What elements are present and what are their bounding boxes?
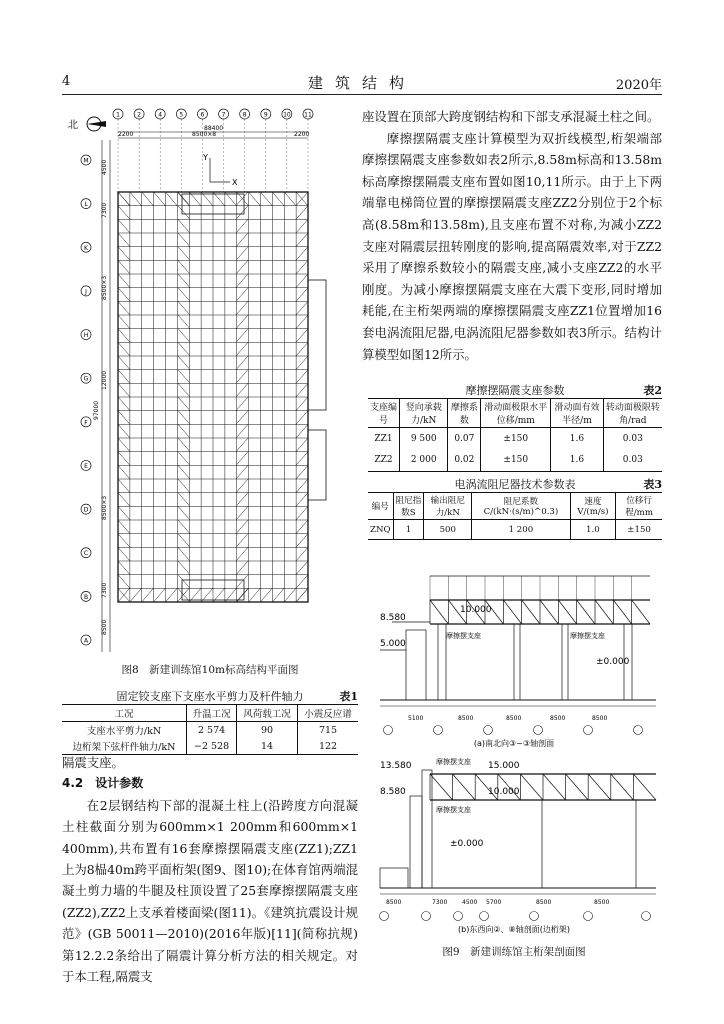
dim-left-2: 7300 [101, 202, 108, 218]
dim-top-left: 2200 [118, 131, 134, 138]
sub-caption-a: (a)南北向③~③轴剖面 [473, 739, 555, 748]
t2-h0: 支座编号 [368, 399, 400, 428]
t3-h5: 位移行程/mm [616, 493, 662, 520]
grid-bubble-b [642, 912, 651, 921]
svg-text:M: M [83, 157, 89, 165]
bearing-label-b1: 摩擦摆支座 [436, 758, 471, 766]
t3-r0-c4: 1.0 [570, 520, 616, 540]
t2-r1-c3: ±150 [481, 450, 551, 472]
t2-r1-c4: 1.6 [551, 450, 603, 472]
dim-top-right: 2200 [294, 131, 310, 138]
t2-r1-c0: ZZ2 [368, 450, 400, 472]
level-a-858: 8.580 [380, 613, 406, 623]
svg-text:9: 9 [263, 111, 268, 119]
table-row [368, 450, 662, 472]
journal-year: 2020年 [615, 78, 662, 93]
t1-r1-c1: −2 528 [187, 738, 237, 755]
t2-r1-c2: 0.02 [448, 450, 481, 472]
dim-left-5: 8500×3 [101, 495, 108, 520]
t2-h3: 滑动面极限水平位移/mm [481, 399, 551, 428]
grid-bubble-b [530, 912, 539, 921]
svg-text:K: K [84, 244, 88, 252]
structural-plan-drawing [62, 100, 358, 660]
grid-bubble-b [422, 912, 431, 921]
dim-a-4: 8500 [592, 715, 608, 722]
grid-bubble-a [534, 726, 543, 735]
grid-bubble-row [81, 199, 91, 209]
dim-left-4: 12000 [101, 370, 108, 390]
table-1-caption: 固定铰支座下支座水平剪力及杆件轴力 [116, 690, 304, 703]
level-b-858: 8.580 [380, 787, 406, 797]
left-cont: 隔震支座。 [62, 755, 124, 770]
page-number: 4 [62, 74, 71, 89]
grid-bubble-row [81, 591, 91, 601]
dim-a-3: 8500 [550, 715, 566, 722]
dim-b-4: 8500 [536, 899, 552, 906]
grid-bubble-row [81, 286, 91, 296]
grid-bubble-b [380, 912, 389, 921]
dim-top-bays: 8500×8 [192, 131, 217, 138]
t1-r0-c3: 715 [298, 722, 358, 739]
t3-h0: 编号 [368, 493, 393, 520]
level-a-10: 10.000 [460, 605, 492, 615]
bearing-label-b2: 摩擦摆支座 [436, 806, 471, 814]
bearing-label-a2: 摩擦摆支座 [570, 632, 605, 640]
table-3-number: 表3 [643, 478, 662, 491]
north-label: 北 [68, 120, 78, 131]
level-b-10: 10.000 [488, 787, 520, 797]
grid-bubble-row [81, 330, 91, 340]
grid-bubble-row [81, 373, 91, 383]
journal-title: 建筑结构 [307, 74, 416, 92]
t3-r0-c0: ZNQ [368, 520, 393, 540]
t3-r0-c3: 1 200 [472, 520, 570, 540]
dim-left-3: 8500×3 [101, 275, 108, 300]
t2-r0-c1: 9 500 [400, 428, 448, 450]
level-a-5: 5.000 [380, 639, 406, 649]
t1-r0-c0: 支座水平剪力/kN [86, 726, 162, 737]
table-row [368, 520, 662, 540]
figure-8-caption: 图8 新建训练馆10m标高结构平面图 [121, 664, 299, 676]
svg-text:4: 4 [158, 111, 163, 119]
grid-bubble-a [434, 726, 443, 735]
grid-bubble-row [81, 155, 91, 165]
grid-bubble-row [81, 460, 91, 470]
svg-text:1: 1 [116, 111, 120, 119]
t2-r1-c1: 2 000 [400, 450, 448, 472]
grid-bubble-row [81, 635, 91, 645]
t3-h4: 速度V/(m/s) [570, 493, 616, 520]
svg-text:G: G [83, 375, 89, 383]
bearing-label-a1: 摩擦摆支座 [446, 632, 481, 640]
svg-text:F: F [84, 419, 88, 427]
t3-r0-c2: 500 [424, 520, 472, 540]
grid-bubble-row [81, 504, 91, 514]
grid-bubble-row [81, 417, 91, 427]
level-b-15: 15.000 [488, 761, 520, 771]
t2-r0-c3: ±150 [481, 428, 551, 450]
t2-h1: 竖向承载力/kN [400, 399, 448, 428]
dim-left-7: 8500 [101, 619, 108, 635]
table-2 [368, 382, 662, 472]
svg-text:8: 8 [242, 111, 247, 119]
grid-bubble-col [261, 109, 271, 119]
t1-h3: 小震反应谱 [298, 705, 358, 722]
right-column-text [362, 106, 662, 365]
axis-y-label: Y [203, 153, 208, 162]
svg-text:H: H [83, 332, 89, 340]
dim-top-total: 88400 [204, 125, 224, 132]
right-p2: 摩擦摆隔震支座计算模型为双折线模型,桁架端部摩擦摆隔震支座参数如表2所示,8.58m标高和13.58m标高摩擦摆隔震支座布置如图10,11所示。由于上下两端靠电梯筒位置的摩擦摆隔震支座ZZ2分别位于2个标高(8.58m和13.58m),且支座布置不对称,为减小ZZ2支座对隔震层扭转刚度的影响,提高隔震效率,对于ZZ2采用了摩擦系数较小的隔震支座,减小支座ZZ2的水平刚度。为减小摩擦摆隔震支座在大震下变形,同时增加耗能,在主桁架两端的摩擦摆隔震支座ZZ1位置增加16套电涡流阻尼器,电涡流阻尼器参数如表3所示。结构计算模型如图12所示。 [362, 130, 662, 362]
grid-bubble-a [384, 726, 393, 735]
t2-h2: 摩擦系数 [448, 399, 481, 428]
dim-b-5: 8500 [594, 899, 610, 906]
table-row [62, 722, 358, 739]
dim-b-3: 5700 [486, 899, 502, 906]
t2-r0-c4: 1.6 [551, 428, 603, 450]
t2-r0-c2: 0.07 [448, 428, 481, 450]
grid-bubble-row [81, 242, 91, 252]
right-p1: 座设置在顶部大跨度钢结构和下部支承混凝土柱之间。 [362, 109, 660, 124]
t2-r0-c0: ZZ1 [374, 433, 393, 444]
dim-b-0: 8500 [386, 899, 402, 906]
svg-text:11: 11 [304, 111, 312, 119]
grid-bubble-col [113, 109, 123, 119]
section-heading: 4.2 设计参数 [62, 776, 144, 791]
table-2-number: 表2 [643, 384, 662, 397]
grid-bubble-col [219, 109, 229, 119]
t1-r0-c1: 2 574 [187, 722, 237, 739]
grid-bubble-a [584, 726, 593, 735]
t1-h1: 升温工况 [187, 705, 237, 722]
svg-text:A: A [83, 637, 89, 645]
table-1-number: 表1 [339, 690, 358, 703]
level-b-1358: 13.580 [380, 761, 412, 771]
table-1 [62, 688, 358, 755]
svg-text:6: 6 [200, 111, 205, 119]
svg-text:10: 10 [283, 111, 291, 119]
t1-r1-c2: 14 [237, 738, 298, 755]
page-header [62, 72, 662, 95]
level-a-0: ±0.000 [596, 657, 630, 667]
t3-h3: 阻尼系数C/(kN·(s/m)^0.3) [472, 493, 570, 520]
svg-text:C: C [83, 550, 89, 558]
t1-r1-c3: 122 [298, 738, 358, 755]
t3-r0-c1: 1 [393, 520, 424, 540]
left-paragraph: 在2层钢结构下部的混凝土柱上(沿跨度方向混凝土柱截面分别为600mm×1 200mm和600mm×1 400mm),共布置有16套摩擦摆隔震支座(ZZ1);ZZ1上为8榀40m跨平面桁架(图9、图10);在体育馆两端混凝土剪力墙的牛腿及柱顶设置了25套摩擦摆隔震支座(ZZ2),ZZ2上支承着楼面梁(图11)。《建筑抗震设计规范》(GB 50011—2010)(2016年版)[11](简称抗规)第12.2.2条给出了隔震计算分析方法的相关规定。对于本工程,隔震支 [62, 797, 358, 985]
t1-h0: 工况 [62, 705, 187, 722]
table-2-caption: 摩擦摆隔震支座参数 [465, 384, 565, 397]
left-column-text [62, 752, 358, 987]
t3-h1: 阻尼指数S [393, 493, 424, 520]
grid-bubble-b [584, 912, 593, 921]
t3-r0-c5: ±150 [616, 520, 662, 540]
grid-bubble-col [282, 109, 292, 119]
figure-8 [62, 100, 358, 676]
north-arrow-icon [68, 117, 106, 131]
grid-bubble-col [197, 109, 207, 119]
dim-left-1: 4500 [101, 159, 108, 175]
t2-h4: 滑动面有效半径/m [551, 399, 603, 428]
svg-text:B: B [83, 593, 89, 601]
grid-bubble-col [240, 109, 250, 119]
grid-bubble-col [176, 109, 186, 119]
dim-a-0: 5100 [408, 715, 424, 722]
t2-h5: 转动面极限转角/rad [603, 399, 662, 428]
table-row [368, 428, 662, 450]
t3-h2: 输出阻尼力/kN [424, 493, 472, 520]
figure-9 [366, 560, 662, 960]
grid-bubble-a [634, 726, 643, 735]
figure-9-caption: 图9 新建训练馆主桁架剖面图 [442, 946, 586, 958]
svg-text:D: D [83, 506, 89, 514]
t2-r1-c5: 0.03 [603, 450, 662, 472]
dim-left-total: 97000 [93, 400, 100, 420]
grid-bubble-b [480, 912, 489, 921]
svg-text:E: E [84, 462, 88, 470]
dim-b-1: 7300 [432, 899, 448, 906]
grid-bubble-col [303, 109, 313, 119]
t1-r0-c2: 90 [237, 722, 298, 739]
grid-bubble-row [81, 548, 91, 558]
level-b-0: ±0.000 [450, 839, 484, 849]
t1-h2: 风荷载工况 [237, 705, 298, 722]
dim-a-1: 8500 [458, 715, 474, 722]
svg-text:2: 2 [137, 111, 142, 119]
table-3 [368, 476, 662, 540]
dim-a-2: 8500 [506, 715, 522, 722]
svg-text:5: 5 [179, 111, 184, 119]
dim-left-6: 7300 [101, 582, 108, 598]
grid-bubble-a [484, 726, 493, 735]
dim-b-2: 4500 [462, 899, 478, 906]
svg-text:L: L [84, 201, 88, 209]
grid-bubble-col [155, 109, 165, 119]
t1-r1-c0: 边桁架下弦杆件轴力/kN [62, 738, 187, 755]
t2-r0-c5: 0.03 [603, 428, 662, 450]
svg-text:7: 7 [221, 111, 226, 119]
table-3-caption: 电涡流阻尼器技术参数表 [454, 478, 576, 491]
svg-text:J: J [85, 288, 87, 296]
grid-bubble-col [134, 109, 144, 119]
truss-section-drawing [366, 560, 662, 940]
sub-caption-b: (b)东西向②、⑧轴剖面(边桁架) [458, 925, 570, 934]
grid-bubble-b [454, 912, 463, 921]
axis-x-label: X [232, 178, 238, 187]
